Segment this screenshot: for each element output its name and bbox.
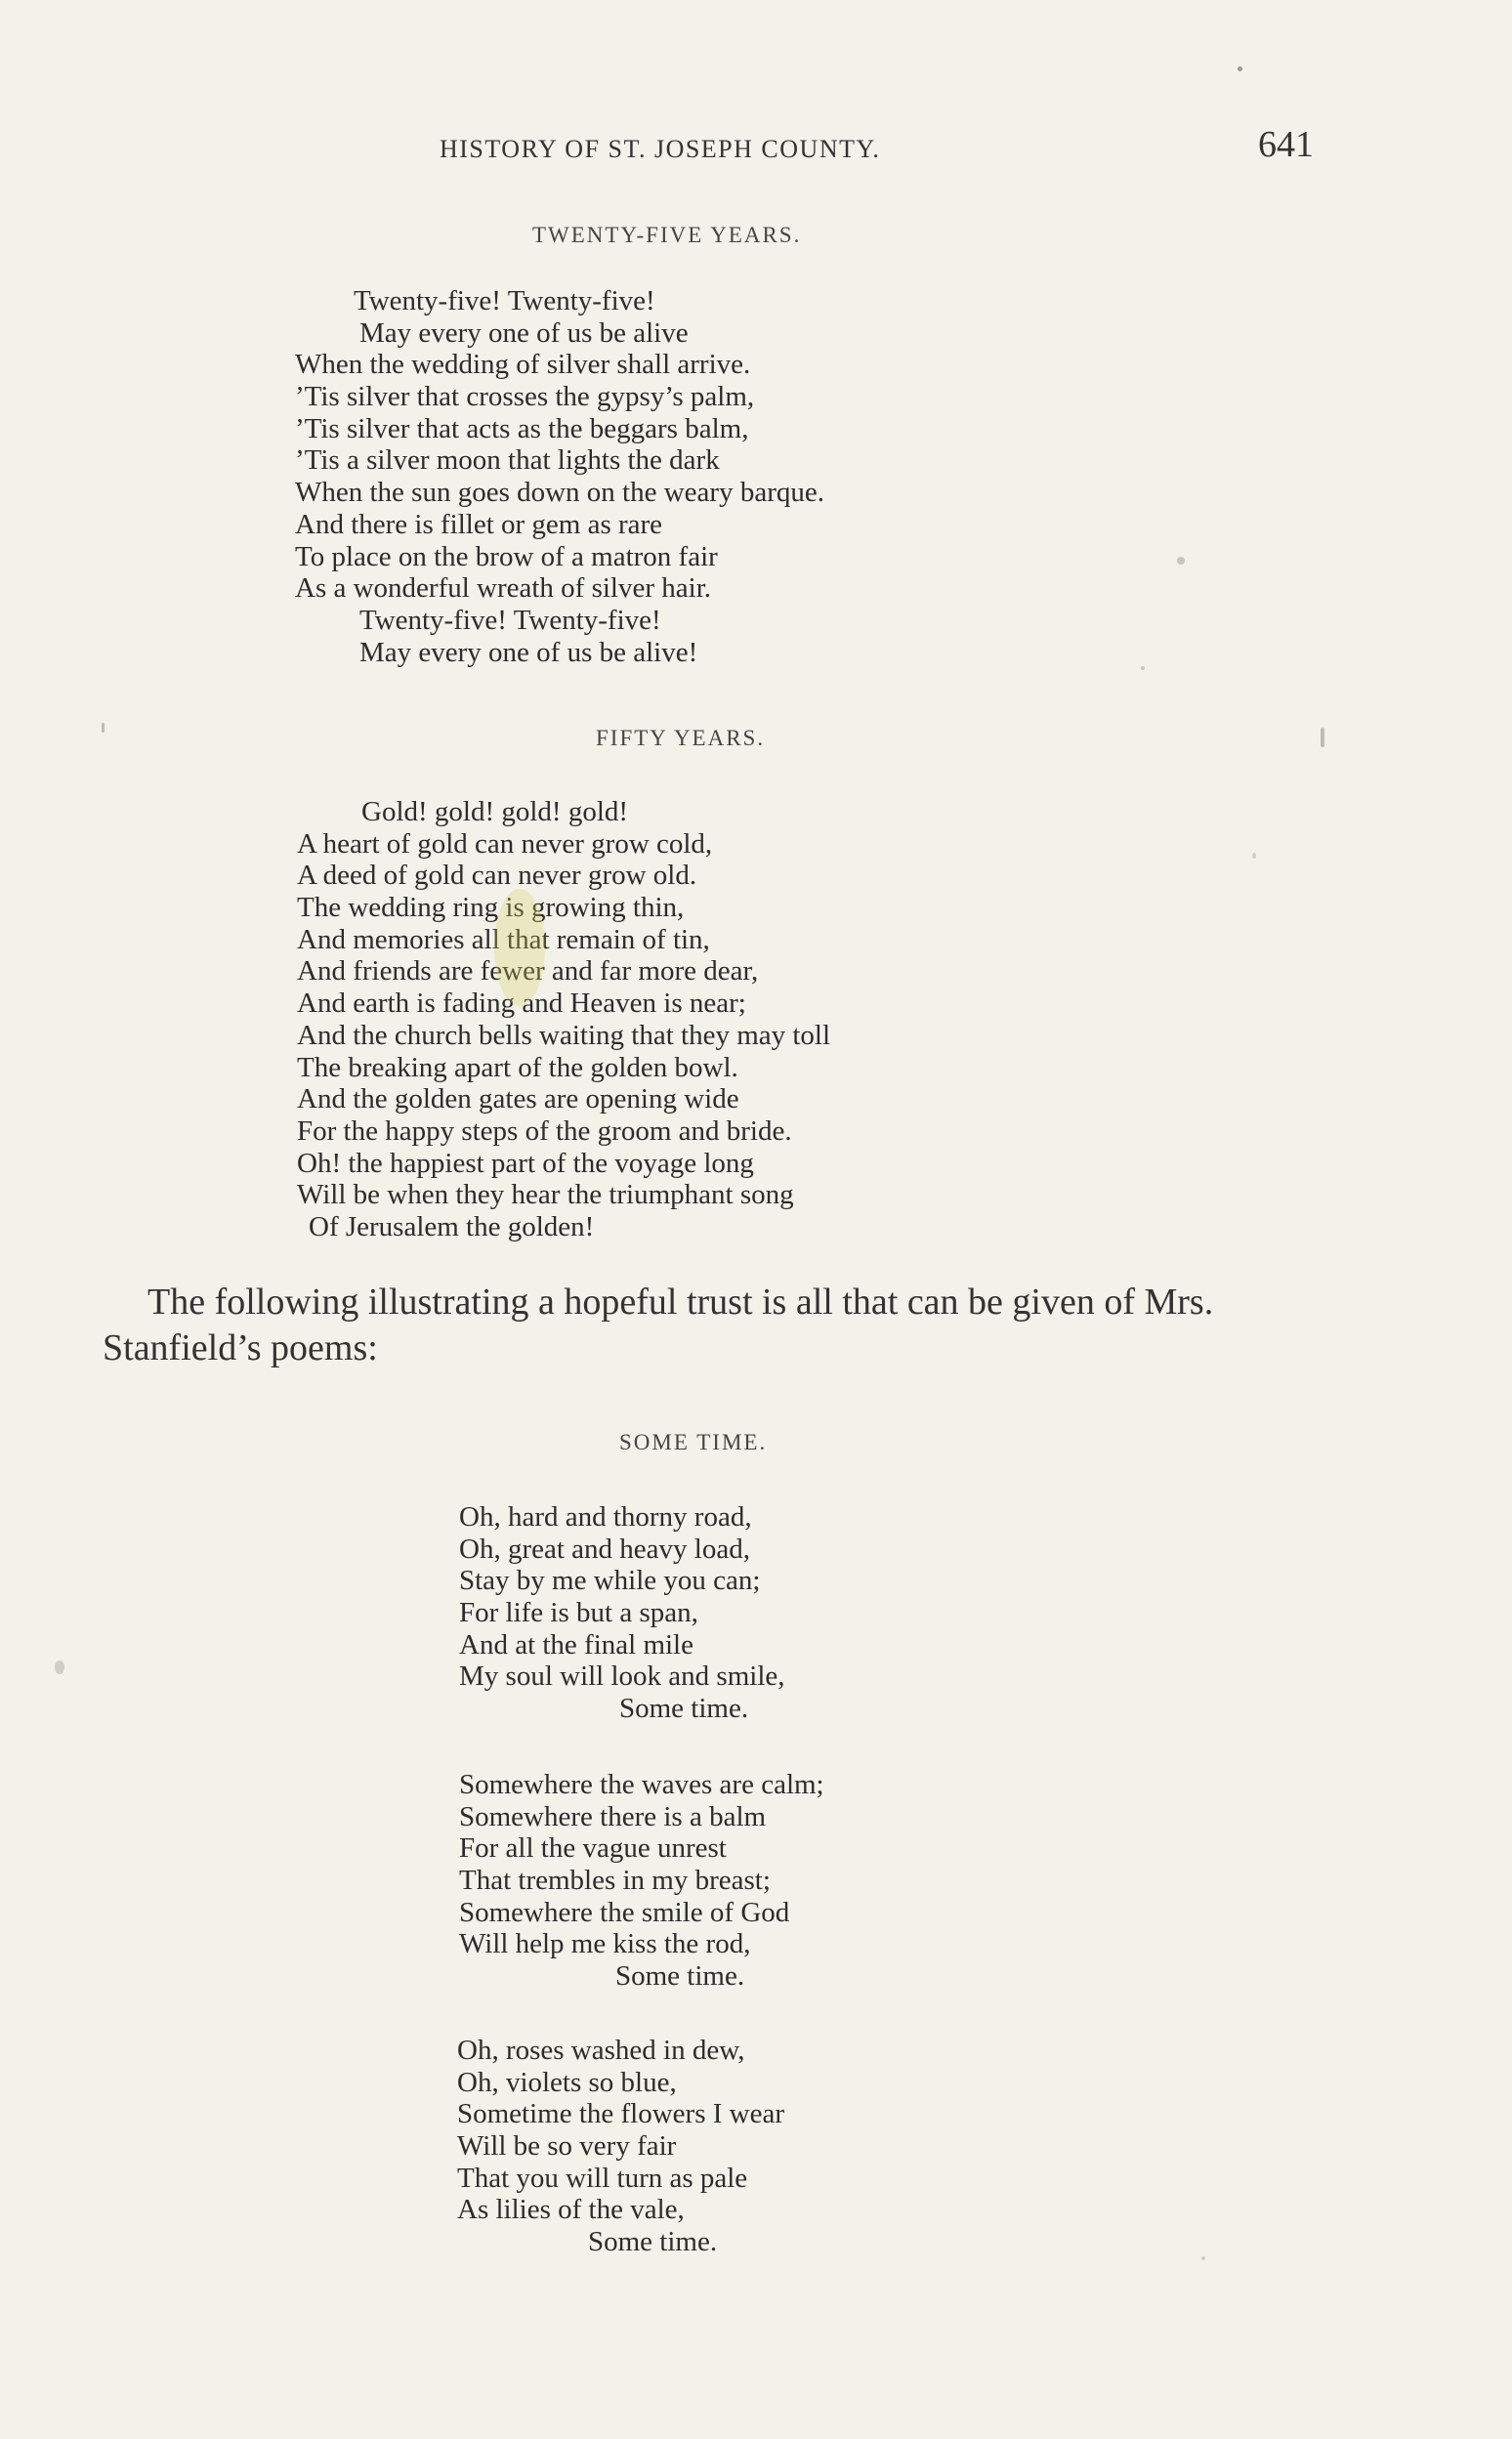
poem-line: Stay by me while you can; — [459, 1565, 761, 1597]
page-number: 641 — [1258, 124, 1314, 165]
poem-line: For life is but a span, — [459, 1597, 698, 1629]
poem-line: And memories all that remain of tin, — [297, 923, 710, 955]
poem-line: ’Tis a silver moon that lights the dark — [295, 444, 720, 477]
poem-line: Oh, roses washed in dew, — [457, 2035, 745, 2066]
poem-line: Somewhere the waves are calm; — [459, 1769, 824, 1800]
poem-refrain: Some time. — [619, 1693, 749, 1725]
poem-line: And the church bells waiting that they may toll — [297, 1019, 831, 1051]
poem-line: For the happy steps of the groom and bride. — [297, 1114, 792, 1147]
poem-line: Oh, hard and thorny road, — [459, 1501, 752, 1533]
poem-line: Will be when they hear the triumphant song — [297, 1179, 794, 1211]
poem-line: Somewhere the smile of God — [459, 1896, 790, 1928]
poem-line: When the sun goes down on the weary barque. — [295, 477, 824, 509]
paper-speck — [1321, 728, 1324, 747]
poem-line: And at the final mile — [459, 1628, 693, 1661]
poem-title-fifty-years: FIFTY YEARS. — [596, 726, 766, 750]
poem-line: When the wedding of silver shall arrive. — [295, 349, 751, 381]
poem-line: And friends are fewer and far more dear, — [297, 955, 759, 988]
poem-line: And the golden gates are opening wide — [297, 1083, 739, 1115]
poem-refrain: Some time. — [615, 1960, 745, 1993]
poem-line: The breaking apart of the golden bowl. — [297, 1051, 738, 1083]
poem-line: And there is fillet or gem as rare — [295, 508, 663, 540]
paper-speck — [1141, 666, 1145, 670]
poem-fifty-years — [297, 796, 830, 1243]
paper-speck — [102, 723, 105, 733]
poem-line: To place on the brow of a matron fair — [295, 540, 718, 572]
poem-line: ’Tis silver that acts as the beggars balm, — [295, 412, 749, 444]
poem-stanza-1 — [459, 1501, 785, 1725]
poem-line: May every one of us be alive! — [359, 636, 698, 668]
paper-stain — [494, 889, 545, 1006]
poem-line: My soul will look and smile, — [459, 1661, 785, 1693]
paper-speck — [1201, 2256, 1205, 2260]
poem-line: That you will turn as pale — [457, 2162, 748, 2194]
prose-paragraph: The following illustrating a hopeful trust is all that can be given of Mrs. Stanfield’s poems: — [103, 1282, 1214, 1368]
poem-line: A deed of gold can never grow old. — [297, 860, 697, 892]
poem-line: As a wonderful wreath of silver hair. — [295, 572, 712, 605]
poem-line: Will be so very fair — [457, 2130, 677, 2163]
poem-line: A heart of gold can never grow cold, — [297, 827, 713, 860]
paper-speck — [1177, 557, 1185, 565]
poem-line: Gold! gold! gold! gold! — [361, 796, 629, 827]
poem-line: The wedding ring is growing thin, — [297, 892, 685, 924]
poem-refrain: Some time. — [588, 2226, 718, 2258]
poem-stanza-3 — [457, 2035, 784, 2258]
paper-speck — [55, 1661, 64, 1674]
paper-speck — [1238, 66, 1242, 71]
poem-line: Oh, violets so blue, — [457, 2066, 677, 2098]
poem-line: For all the vague unrest — [459, 1832, 727, 1865]
poem-line: Twenty-five! Twenty-five! — [354, 285, 655, 316]
poem-line: ’Tis silver that crosses the gypsy’s palm, — [295, 381, 755, 413]
poem-twenty-five-years — [295, 285, 824, 668]
poem-line: That trembles in my breast; — [459, 1865, 771, 1897]
poem-line: And earth is fading and Heaven is near; — [297, 988, 746, 1020]
poem-line: As lilies of the vale, — [457, 2194, 685, 2226]
poem-line: Oh! the happiest part of the voyage long — [297, 1147, 754, 1179]
running-head: HISTORY OF ST. JOSEPH COUNTY. — [440, 135, 881, 163]
paper-speck — [1252, 853, 1256, 859]
poem-line: Twenty-five! Twenty-five! — [359, 604, 661, 636]
poem-line: Of Jerusalem the golden! — [309, 1210, 595, 1242]
poem-line: Oh, great and heavy load, — [459, 1533, 750, 1565]
poem-title-twenty-five-years: TWENTY-FIVE YEARS. — [532, 223, 802, 247]
poem-line: Sometime the flowers I wear — [457, 2098, 785, 2130]
poem-line: Will help me kiss the rod, — [459, 1928, 751, 1960]
poem-title-some-time: SOME TIME. — [619, 1430, 768, 1454]
poem-stanza-2 — [459, 1769, 824, 1993]
poem-line: May every one of us be alive — [359, 316, 689, 349]
poem-line: Somewhere there is a balm — [459, 1800, 767, 1832]
